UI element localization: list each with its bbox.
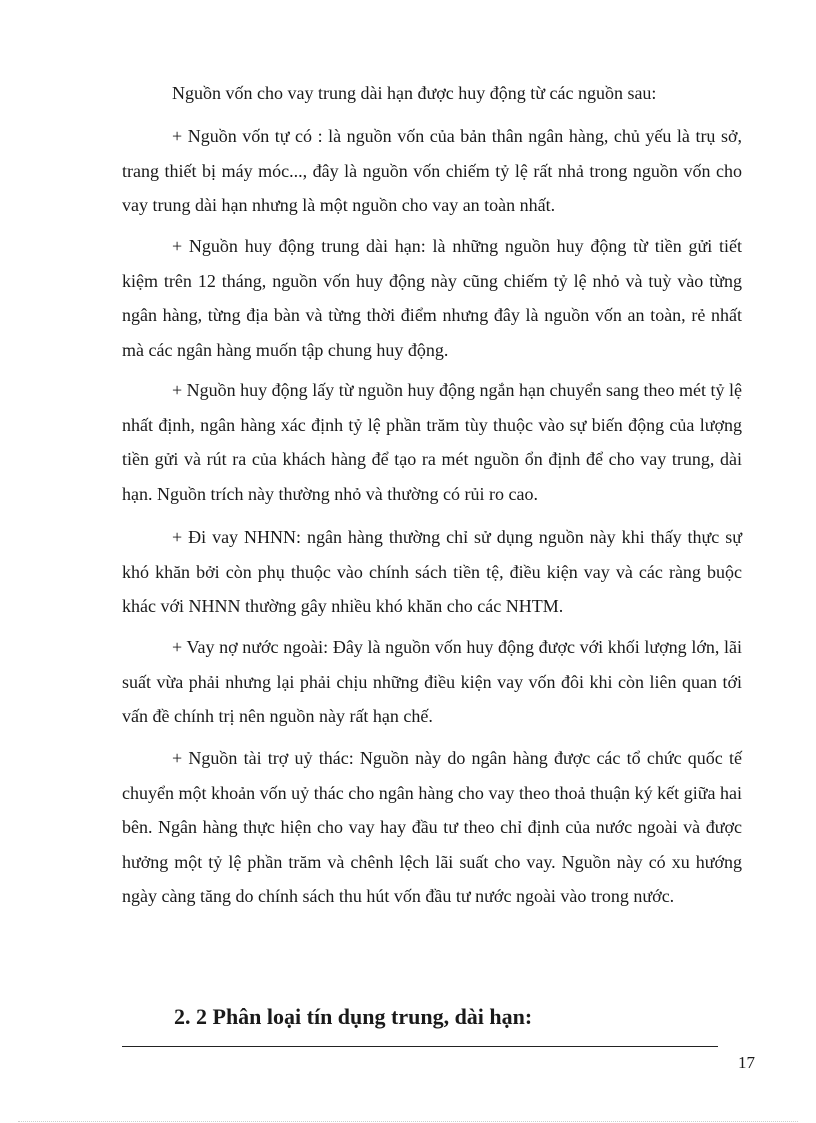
section-heading: 2. 2 Phân loại tín dụng trung, dài hạn:	[174, 1004, 533, 1029]
paragraph-entrusted-funding: + Nguồn tài trợ uỷ thác: Nguồn này do ngân hàng được các tổ chức quốc tế chuyển một khoản vốn uỷ thác cho ngân hàng cho vay theo thoả thuận ký kết giữa hai bên. Ngân hàng thực hiện cho vay hay đầu tư theo chỉ định của nước ngoài và được hưởng một tỷ lệ phần trăm và chênh lệch lãi suất cho vay. Nguồn này có xu hướng ngày càng tăng do chính sách thu hút vốn đầu tư nước ngoài vào trong nước.	[122, 748, 742, 906]
paragraph-medium-long-term-mobilization: + Nguồn huy động trung dài hạn: là những nguồn huy động từ tiền gửi tiết kiệm trên 12 tháng, nguồn vốn huy động này cũng chiếm tỷ lệ nhỏ và tuỳ vào từng ngân hàng, từng địa bàn và từng thời điểm nhưng đây là nguồn vốn an toàn, rẻ nhất mà các ngân hàng muốn tập chung huy động.	[122, 236, 742, 360]
paragraph-short-term-conversion: + Nguồn huy động lấy từ nguồn huy động ngắn hạn chuyển sang theo mét tỷ lệ nhất định, ngân hàng xác định tỷ lệ phần trăm tùy thuộc vào sự biến động của lượng tiền gửi và rút ra của khách hàng để tạo ra mét nguồn ổn định để cho vay trung, dài hạn. Nguồn trích này thường nhỏ và thường có rủi ro cao.	[122, 380, 742, 504]
page-bottom-dotted-line	[18, 1121, 798, 1122]
footer-divider	[122, 1046, 718, 1047]
paragraph-own-capital: + Nguồn vốn tự có : là nguồn vốn của bản thân ngân hàng, chủ yếu là trụ sở, trang thiết bị máy móc..., đây là nguồn vốn chiếm tỷ lệ rất nhả trong nguồn vốn cho vay trung dài hạn nhưng là một nguồn cho vay an toàn nhất.	[122, 126, 742, 215]
intro-paragraph: Nguồn vốn cho vay trung dài hạn được huy động từ các nguồn sau:	[172, 83, 657, 103]
page-number: 17	[738, 1053, 755, 1072]
paragraph-foreign-borrowing: + Vay nợ nước ngoài: Đây là nguồn vốn huy động được với khối lượng lớn, lãi suất vừa phải nhưng lại phải chịu những điều kiện vay vốn đôi khi còn liên quan tới vấn đề chính trị nên nguồn này rất hạn chế.	[122, 637, 742, 726]
paragraph-state-bank-borrowing: + Đi vay NHNN: ngân hàng thường chỉ sử dụng nguồn này khi thấy thực sự khó khăn bởi còn phụ thuộc vào chính sách tiền tệ, điều kiện vay và các ràng buộc khác với NHNN thường gây nhiều khó khăn cho các NHTM.	[122, 527, 742, 616]
